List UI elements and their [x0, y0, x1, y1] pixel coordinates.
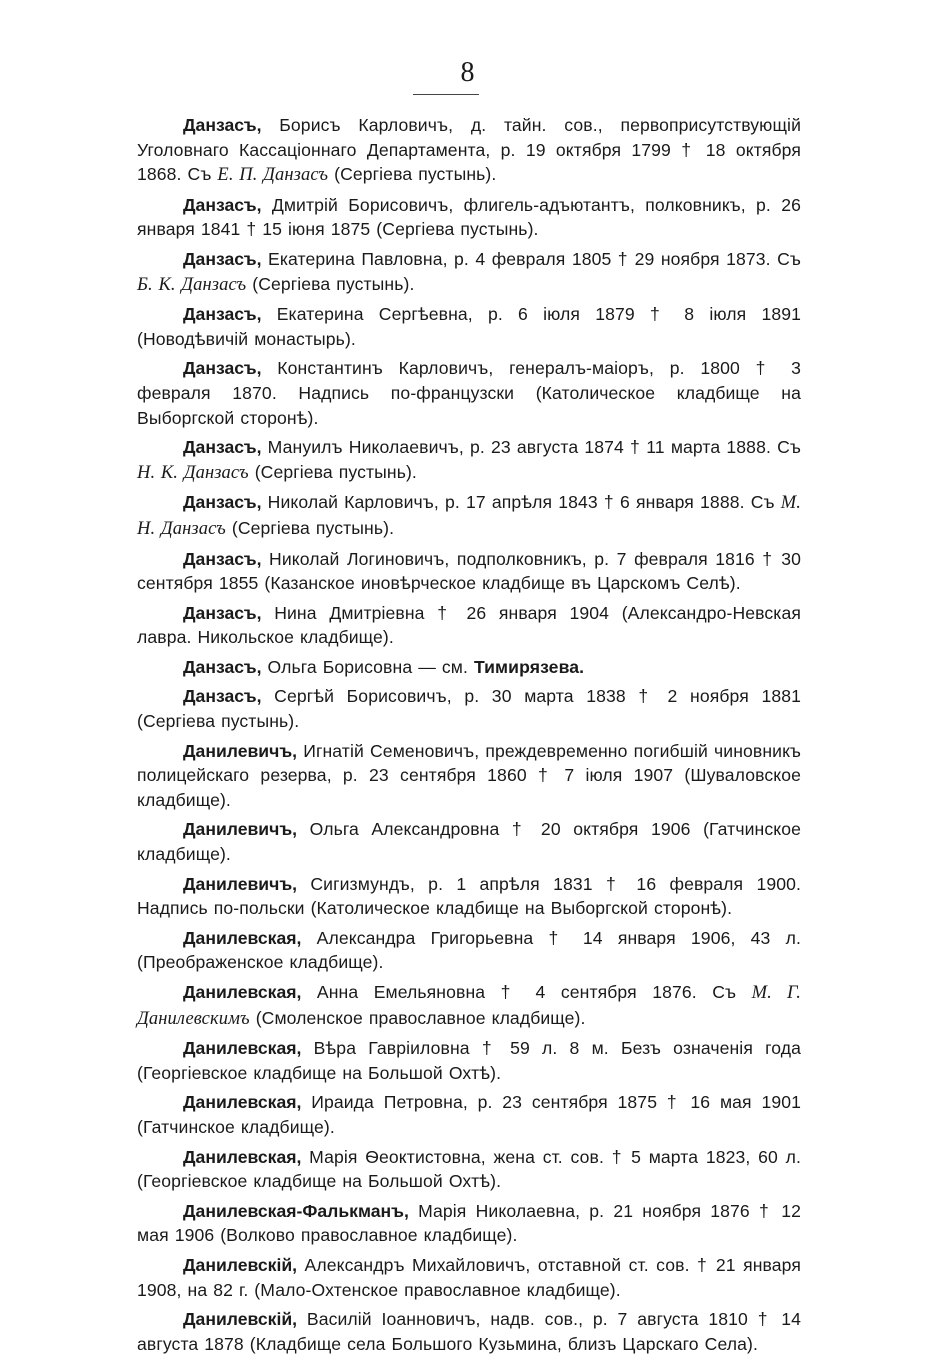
page-number-rule [413, 94, 479, 95]
entry-text: Николай Карловичъ, р. 17 апрѣля 1843 † 6 января 1888. Съ [267, 492, 775, 513]
list-item [137, 1307, 801, 1356]
entry-text: Екатерина Павловна, р. 4 февраля 1805 † 29 ноября 1873. Съ [267, 248, 801, 269]
list-item [137, 1090, 801, 1139]
list-item [137, 113, 801, 188]
entry-surname: Данзасъ, [183, 686, 262, 707]
list-item [137, 1199, 801, 1248]
entry-surname: Данзасъ, [183, 492, 262, 513]
entry-reference: Б. К. Данзасъ [137, 274, 247, 295]
entry-text: Марія Николаевна, р. 21 ноября 1876 † 12 мая 1906 (Волково православное кладбище). [137, 1200, 801, 1246]
entry-text: Екатерина Сергѣевна, р. 6 іюля 1879 † 8 іюля 1891 (Новодѣвичій монастырь). [137, 304, 801, 349]
entry-text: Мануилъ Николаевичъ, р. 23 августа 1874 † 11 марта 1888. Съ [267, 437, 801, 458]
entry-surname: Данилевская, [183, 1092, 302, 1113]
list-item [137, 1145, 801, 1194]
entry-list [137, 113, 801, 1361]
entry-reference: М. Г. Данилевскимъ [137, 983, 801, 1029]
entry-surname: Данзасъ, [183, 194, 262, 215]
entry-text: Дмитрій Борисовичъ, флигель-адъютантъ, полковникъ, р. 26 января 1841 † 15 іюня 1875 (Сергіева пустынь). [137, 194, 801, 240]
list-item [137, 739, 801, 813]
entry-surname: Данилевская, [183, 1146, 302, 1167]
entry-text: Игнатій Семеновичъ, преждевременно погибшій чиновникъ полицейскаго резерва, р. 23 сентября 1860 † 7 іюля 1907 (Шуваловское кладбище). [137, 740, 801, 810]
entry-text: Вѣра Гавріиловна † 59 л. 8 м. Безъ означенія года (Георгіевское кладбище на Большой Охтѣ). [137, 1038, 801, 1083]
list-item [137, 980, 801, 1031]
entry-surname: Данилевскій, [183, 1309, 298, 1330]
entry-surname: Данзасъ, [183, 548, 262, 569]
entry-text: Сергѣй Борисовичъ, р. 30 марта 1838 † 2 ноября 1881 (Сергіева пустынь). [137, 686, 801, 732]
entry-text: Марія Ѳеоктистовна, жена ст. сов. † 5 марта 1823, 60 л. (Георгіевское кладбище на Большой Охтѣ). [137, 1146, 801, 1192]
list-item [137, 872, 801, 921]
entry-text: Борисъ Карловичъ, д. тайн. сов., первоприсутствующій Уголовнаго Кассаціоннаго Департамента, р. 19 октября 1799 † 18 октября 1868. Съ [137, 115, 801, 185]
list-item [137, 1036, 801, 1085]
entry-surname: Данилевская, [183, 1038, 302, 1059]
entry-cross-reference: Тимирязева. [473, 656, 585, 677]
entry-text: Анна Емельяновна † 4 сентября 1876. Съ [316, 982, 737, 1002]
entry-text: Константинъ Карловичъ, генералъ-маіоръ, р. 1800 † 3 февраля 1870. Надпись по-французски (Католическое кладбище на Выборгской сторонѣ). [137, 358, 801, 428]
entry-surname: Данилевская-Фалькманъ, [183, 1200, 409, 1221]
entry-surname: Данзасъ, [183, 602, 262, 623]
page-number: 8 [460, 57, 476, 88]
entry-location: (Сергіева пустынь). [254, 461, 417, 482]
list-item [137, 490, 801, 541]
list-item [137, 601, 801, 650]
entry-surname: Данилевская, [183, 927, 302, 948]
entry-text: Александра Григорьевна † 14 января 1906, 43 л. (Преображенское кладбище). [137, 927, 801, 973]
entry-surname: Данилевичъ, [183, 740, 298, 761]
list-item [137, 684, 801, 733]
entry-surname: Данилевичъ, [183, 819, 298, 840]
list-item [137, 655, 801, 680]
entry-text: Ольга Александровна † 20 октября 1906 (Гатчинское кладбище). [137, 819, 801, 865]
entry-surname: Данзасъ, [183, 656, 262, 677]
entry-location: (Сергіева пустынь). [334, 164, 497, 185]
entry-location: (Сергіева пустынь). [252, 273, 415, 294]
list-item [137, 1253, 801, 1302]
list-item [137, 247, 801, 297]
list-item [137, 302, 801, 351]
list-item [137, 435, 801, 485]
entry-surname: Данзасъ, [183, 115, 262, 135]
entry-text: Николай Логиновичъ, подполковникъ, р. 7 февраля 1816 † 30 сентября 1855 (Казанское иновѣрческое кладбище въ Царскомъ Селѣ). [137, 548, 801, 594]
list-item [137, 356, 801, 430]
entry-text: Нина Дмитріевна † 26 января 1904 (Александро-Невская лавра. Никольское кладбище). [137, 602, 801, 648]
entry-reference: М. Н. Данзасъ [137, 493, 801, 539]
entry-surname: Данзасъ, [183, 304, 262, 325]
entry-surname: Данзасъ, [183, 358, 262, 379]
entry-text: Александръ Михайловичъ, отставной ст. сов. † 21 января 1908, на 82 г. (Мало-Охтенское православное кладбище). [137, 1254, 801, 1300]
entry-surname: Данзасъ, [183, 437, 262, 458]
list-item [137, 817, 801, 866]
entry-reference: Н. К. Данзасъ [137, 462, 249, 483]
entry-text: Василій Іоанновичъ, надв. сов., р. 7 августа 1810 † 14 августа 1878 (Кладбище села Большого Кузьмина, близъ Царскаго Села). [137, 1309, 801, 1354]
entry-surname: Данзасъ, [183, 248, 262, 269]
entry-location: (Смоленское православное кладбище). [255, 1007, 586, 1028]
entry-location: (Сергіева пустынь). [231, 517, 395, 538]
entry-surname: Данилевичъ, [183, 873, 298, 894]
list-item [137, 926, 801, 975]
entry-reference: Е. П. Данзасъ [217, 165, 329, 186]
entry-text: Сигизмундъ, р. 1 апрѣля 1831 † 16 февраля 1900. Надпись по-польски (Католическое кладбище на Выборгской сторонѣ). [137, 873, 801, 919]
entry-surname: Данилевскій, [183, 1254, 298, 1275]
entry-text: Ираида Петровна, р. 23 сентября 1875 † 16 мая 1901 (Гатчинское кладбище). [137, 1092, 801, 1137]
list-item [137, 547, 801, 596]
entry-surname: Данилевская, [183, 982, 302, 1002]
entry-text: Ольга Борисовна — см. [267, 656, 468, 677]
list-item [137, 193, 801, 242]
